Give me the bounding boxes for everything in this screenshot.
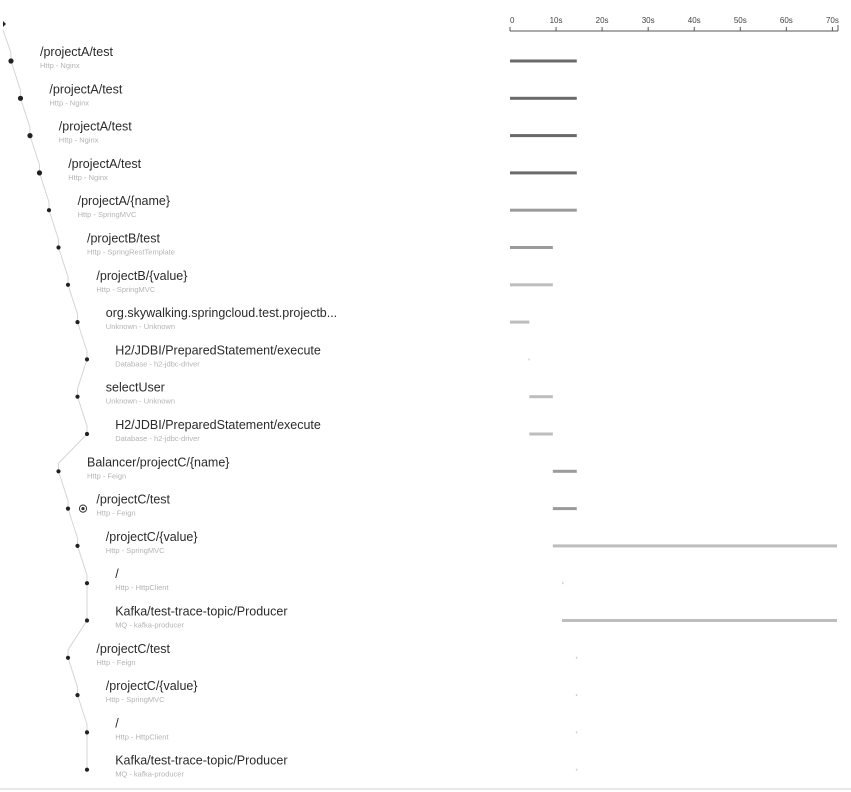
span-row[interactable] (56, 455, 576, 480)
span-operation-name[interactable]: Balancer/projectC/{name} (87, 455, 230, 470)
axis-tick-label: 30s (641, 16, 655, 25)
span-operation-name[interactable]: H2/JDBI/PreparedStatement/execute (115, 418, 321, 432)
span-operation-name[interactable]: /projectB/{value} (96, 268, 188, 283)
span-rows (8, 45, 837, 779)
span-operation-name[interactable]: /projectB/test (87, 231, 160, 246)
span-node-dot-icon[interactable] (66, 507, 70, 511)
span-component-label: Http - Nginx (68, 172, 108, 182)
span-operation-name[interactable]: /projectC/{value} (105, 529, 198, 544)
span-duration-bar[interactable] (553, 507, 577, 510)
span-operation-name[interactable]: Kafka/test-trace-topic/Producer (115, 753, 288, 768)
span-duration-bar[interactable] (510, 283, 553, 286)
span-row[interactable] (75, 530, 837, 555)
span-duration-bar[interactable] (576, 731, 577, 733)
span-node-dot-icon[interactable] (85, 768, 89, 772)
span-operation-name[interactable]: / (115, 716, 119, 731)
span-duration-bar[interactable] (510, 209, 577, 212)
span-operation-name[interactable]: /projectC/test (96, 641, 171, 656)
span-operation-name[interactable]: /projectA/test (49, 82, 123, 97)
span-row[interactable] (85, 754, 577, 779)
span-row[interactable] (85, 567, 564, 592)
span-node-dot-icon[interactable] (8, 58, 13, 63)
span-row[interactable] (8, 45, 576, 70)
span-duration-bar[interactable] (510, 321, 529, 324)
span-node-dot-icon[interactable] (75, 693, 79, 697)
span-operation-name[interactable]: selectUser (105, 380, 165, 395)
span-component-label: Http - Feign (87, 471, 127, 481)
span-duration-bar[interactable] (529, 395, 552, 398)
span-component-label: Http - HttpClient (115, 732, 169, 742)
span-duration-bar[interactable] (529, 433, 552, 436)
span-component-label: MQ - kafka-producer (115, 769, 184, 779)
span-row[interactable] (66, 269, 553, 294)
axis-tick-label: 50s (733, 16, 747, 25)
span-operation-name[interactable]: org.skywalking.springcloud.test.projectb... (105, 306, 338, 321)
span-node-dot-icon[interactable] (75, 544, 79, 548)
span-component-label: Http - Feign (96, 508, 136, 518)
span-component-label: Database - h2-jdbc-driver (115, 434, 200, 443)
span-component-label: Http - SpringMVC (77, 210, 137, 220)
span-component-label: Http - SpringMVC (96, 284, 156, 294)
span-duration-bar[interactable] (528, 358, 529, 360)
span-node-dot-icon[interactable] (37, 170, 42, 175)
span-node-dot-icon[interactable] (47, 208, 51, 212)
span-node-dot-icon[interactable] (66, 283, 70, 287)
span-component-label: MQ - kafka-producer (115, 620, 184, 630)
time-axis (510, 16, 839, 31)
span-row[interactable] (85, 343, 530, 368)
span-duration-bar[interactable] (510, 246, 553, 249)
span-duration-bar[interactable] (510, 171, 577, 174)
span-row[interactable] (75, 381, 552, 406)
span-node-dot-icon[interactable] (85, 618, 89, 622)
span-node-dot-icon[interactable] (85, 432, 89, 436)
axis-tick-label: 40s (687, 16, 701, 25)
span-node-dot-icon[interactable] (85, 730, 89, 734)
span-node-dot-icon[interactable] (75, 395, 79, 399)
span-component-label: Http - Nginx (49, 98, 90, 108)
span-node-dot-icon[interactable] (56, 245, 60, 249)
axis-tick-label: 10s (549, 16, 563, 25)
span-component-label: Http - Nginx (40, 61, 80, 70)
span-operation-name[interactable]: /projectC/{value} (105, 679, 198, 694)
span-duration-bar[interactable] (553, 470, 577, 473)
axis-tick-label: 70s (825, 16, 839, 25)
span-component-label: Http - HttpClient (115, 583, 169, 593)
span-node-dot-icon[interactable] (85, 357, 89, 361)
span-operation-name[interactable]: /projectC/test (96, 492, 171, 507)
span-row[interactable] (66, 642, 577, 667)
span-row[interactable] (75, 679, 577, 704)
span-row[interactable] (56, 232, 552, 257)
span-component-label: Unknown - Unknown (105, 322, 176, 332)
span-row[interactable] (27, 120, 576, 145)
span-duration-bar[interactable] (562, 582, 563, 584)
span-duration-bar[interactable] (576, 769, 577, 771)
span-operation-name[interactable]: / (115, 567, 119, 582)
span-row[interactable] (66, 493, 577, 518)
span-operation-name[interactable]: /projectA/test (58, 119, 132, 134)
span-row[interactable] (85, 418, 553, 443)
span-node-dot-icon[interactable] (66, 656, 70, 660)
span-row[interactable] (85, 605, 837, 630)
span-operation-name[interactable]: /projectA/test (40, 45, 113, 59)
span-operation-name[interactable]: Kafka/test-trace-topic/Producer (115, 604, 288, 619)
span-row[interactable] (18, 82, 577, 107)
span-duration-bar[interactable] (562, 619, 837, 622)
span-duration-bar[interactable] (553, 544, 837, 547)
span-operation-name[interactable]: H2/JDBI/PreparedStatement/execute (115, 343, 321, 358)
root-caret-icon[interactable] (3, 21, 6, 27)
span-row[interactable] (37, 157, 577, 182)
span-node-dot-icon[interactable] (27, 133, 32, 138)
span-node-dot-icon[interactable] (85, 581, 89, 585)
span-node-dot-icon[interactable] (56, 469, 60, 473)
span-row[interactable] (47, 194, 577, 219)
span-component-label: Unknown - Unknown (105, 396, 176, 406)
span-ring-center-icon (81, 507, 84, 510)
span-duration-bar[interactable] (510, 134, 577, 137)
span-component-label: Http - SpringMVC (105, 695, 165, 705)
axis-tick-label: 20s (595, 16, 609, 25)
axis-tick-label: 60s (779, 16, 793, 25)
span-component-label: Http - Feign (96, 657, 136, 667)
span-row[interactable] (85, 716, 577, 741)
span-node-dot-icon[interactable] (75, 320, 79, 324)
span-row[interactable] (75, 306, 529, 331)
span-duration-bar[interactable] (576, 694, 577, 696)
span-component-label: Http - SpringRestTemplate (87, 247, 175, 257)
span-component-label: Database - h2-jdbc-driver (115, 359, 200, 369)
span-duration-bar[interactable] (576, 657, 577, 659)
axis-tick-label: 0 (510, 16, 515, 25)
span-component-label: Http - Nginx (58, 135, 99, 145)
span-operation-name[interactable]: /projectA/test (68, 156, 142, 171)
span-component-label: Http - SpringMVC (105, 545, 165, 555)
span-operation-name[interactable]: /projectA/{name} (77, 194, 171, 209)
span-duration-bar[interactable] (510, 60, 577, 63)
span-duration-bar[interactable] (510, 97, 577, 100)
span-node-dot-icon[interactable] (18, 96, 23, 101)
